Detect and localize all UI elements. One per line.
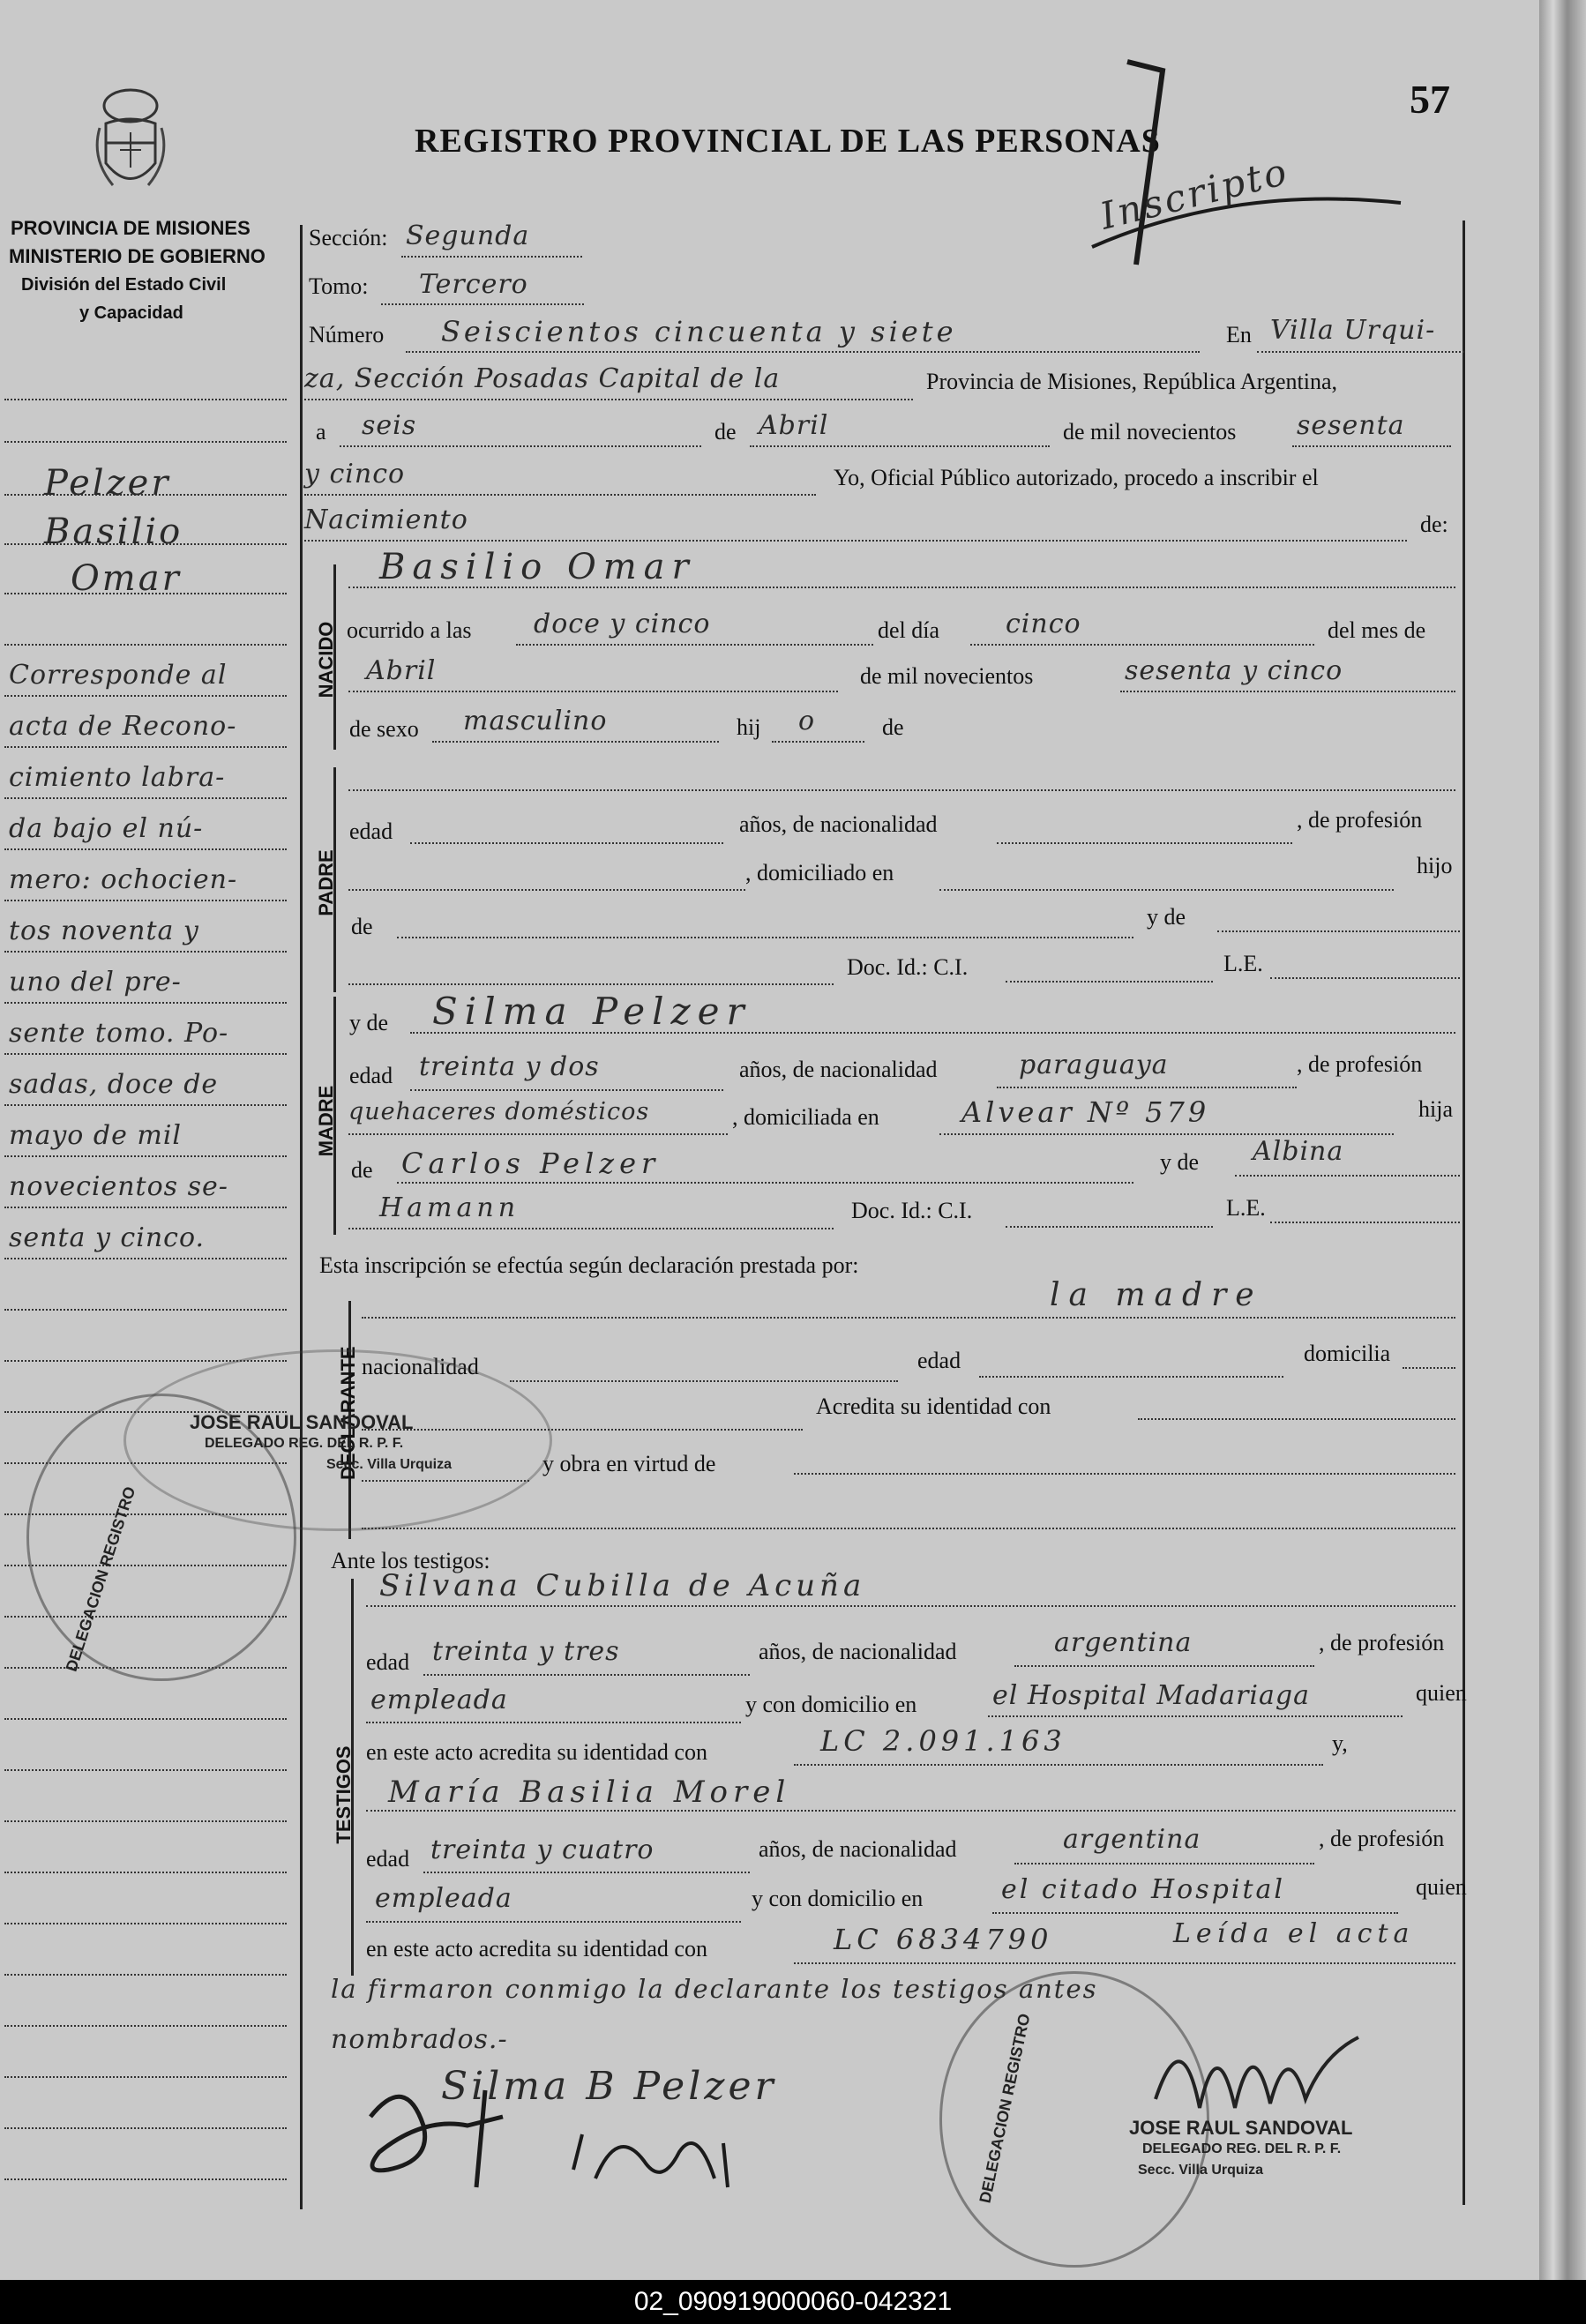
year-cont: y cinco xyxy=(304,459,406,489)
padre-doc-label: Doc. Id.: C.I. xyxy=(847,954,969,980)
margin-annotation: Inscripto xyxy=(1096,149,1293,238)
nacido-section-label: NACIDO xyxy=(315,621,337,699)
t1-profesion-value: empleada xyxy=(370,1685,508,1715)
hij-label: hij xyxy=(737,714,761,740)
madre-padre-value: Carlos Pelzer xyxy=(401,1147,661,1180)
madre-profesion-value: quehaceres domésticos xyxy=(348,1098,650,1125)
testigo-1-name: Silvana Cubilla de Acuña xyxy=(379,1568,866,1603)
year-label: de mil novecientos xyxy=(1063,419,1237,445)
t2-quien-label: quien xyxy=(1416,1874,1467,1900)
declarante-section-label: DECLARANTE xyxy=(337,1346,359,1480)
declarante-domicilia-label: domicilia xyxy=(1304,1341,1391,1366)
ministry-label: MINISTERIO DE GOBIERNO xyxy=(9,245,266,267)
page-edge xyxy=(1539,0,1586,2280)
t1-doc-value: LC 2.091.163 xyxy=(820,1724,1066,1758)
margin-note-line: mayo de mil xyxy=(9,1120,183,1151)
declarante-edad-label: edad xyxy=(917,1348,961,1373)
tomo-value: Tercero xyxy=(419,269,528,300)
t2-nacionalidad-value: argentina xyxy=(1063,1824,1201,1855)
testigo-2-name: María Basilia Morel xyxy=(388,1775,791,1810)
coat-of-arms-icon xyxy=(86,79,175,203)
testigos-section-label: TESTIGOS xyxy=(333,1745,355,1844)
left-seal-text: DELEGACION REGISTRO xyxy=(62,1484,139,1674)
place-value: za, Sección Posadas Capital de la xyxy=(304,363,781,394)
madre-domicilio-value: Alvear Nº 579 xyxy=(961,1095,1210,1129)
right-stamp-title: DELEGADO REG. DEL R. P. F. xyxy=(1142,2141,1342,2156)
margin-note-line: tos noventa y xyxy=(9,915,199,946)
left-column-rule xyxy=(300,225,303,2209)
seccion-value: Segunda xyxy=(406,220,530,251)
margin-note-line: mero: ochocien- xyxy=(9,864,238,895)
t1-y-label: y, xyxy=(1332,1730,1348,1756)
provincia-text: Provincia de Misiones, República Argentina, xyxy=(926,369,1337,394)
margin-note-line: senta y cinco. xyxy=(9,1222,206,1253)
margin-note-line: sente tomo. Po- xyxy=(9,1018,229,1049)
madre-doc-label: Doc. Id.: C.I. xyxy=(851,1198,973,1223)
mes-value: Abril xyxy=(366,655,437,686)
margin-note-line: cimiento labra- xyxy=(9,762,226,793)
anio-value: sesenta y cinco xyxy=(1125,655,1343,686)
a-label: a xyxy=(316,419,326,445)
margin-note-line: Pelzer xyxy=(44,463,171,504)
official-signature xyxy=(353,2064,776,2205)
margin-note-line: Corresponde al xyxy=(9,660,228,691)
seccion-label: Sección: xyxy=(309,225,388,250)
padre-edad-label: edad xyxy=(349,818,393,844)
t2-edad-label: edad xyxy=(366,1846,410,1872)
del-dia-label: del día xyxy=(878,617,940,643)
madre-de-label: de xyxy=(351,1157,373,1183)
de-label: de xyxy=(714,419,737,445)
division-label: División del Estado Civil xyxy=(21,275,227,295)
del-mes-label: del mes de xyxy=(1328,617,1426,643)
closing-line-1: la firmaron conmigo la declarante los testigos antes xyxy=(331,1974,1098,2004)
right-frame-rule xyxy=(1463,220,1465,2205)
madre-edad-label: edad xyxy=(349,1063,393,1088)
en-value: Villa Urqui- xyxy=(1270,315,1436,346)
de-colon: de: xyxy=(1420,512,1448,537)
t2-edad-value: treinta y cuatro xyxy=(430,1835,655,1865)
province-label: PROVINCIA DE MISIONES xyxy=(11,217,251,239)
declarante-nacionalidad-label: nacionalidad xyxy=(362,1354,479,1379)
right-stamp-office: Secc. Villa Urquiza xyxy=(1138,2163,1263,2178)
numero-label: Número xyxy=(309,322,385,347)
declarante-obra-label: y obra en virtud de xyxy=(542,1451,716,1476)
sexo-value: masculino xyxy=(463,706,608,736)
hora-value: doce y cinco xyxy=(534,609,711,639)
padre-y-de-label: y de xyxy=(1147,904,1186,930)
dia-value: cinco xyxy=(1006,609,1081,639)
padre-section-label: PADRE xyxy=(315,849,337,916)
madre-le-label: L.E. xyxy=(1226,1195,1266,1221)
padre-le-label: L.E. xyxy=(1223,951,1263,976)
nacido-name: Basilio Omar xyxy=(379,547,696,587)
madre-edad-value: treinta y dos xyxy=(419,1051,600,1082)
margin-note-line: da bajo el nú- xyxy=(9,813,204,844)
division-label-2: y Capacidad xyxy=(79,303,183,323)
t2-profesion-value: empleada xyxy=(375,1883,512,1914)
acto-value: Nacimiento xyxy=(304,504,468,535)
madre-nacionalidad-value: paraguaya xyxy=(1019,1050,1169,1080)
leida-value: Leída el acta xyxy=(1173,1918,1415,1949)
t1-acredita-label: en este acto acredita su identidad con xyxy=(366,1739,707,1765)
tomo-label: Tomo: xyxy=(309,273,369,299)
mil-label: de mil novecientos xyxy=(860,663,1034,689)
margin-note-line: novecientos se- xyxy=(9,1171,228,1202)
madre-name: Silma Pelzer xyxy=(432,990,752,1033)
margin-note-line: Omar xyxy=(71,558,182,599)
oficial-text: Yo, Oficial Público autorizado, procedo a inscribir el xyxy=(834,465,1319,490)
ocurrido-label: ocurrido a las xyxy=(347,617,472,643)
padre-hijo-label: hijo xyxy=(1417,853,1453,878)
madre-domiciliada-label: , domiciliada en xyxy=(732,1104,879,1130)
madre-y-de-label: y de xyxy=(349,1010,389,1035)
testigos-intro: Ante los testigos: xyxy=(331,1548,490,1573)
madre-profesion-label: , de profesión xyxy=(1297,1051,1423,1077)
madre-y-de2-label: y de xyxy=(1160,1149,1200,1175)
margin-note-line: uno del pre- xyxy=(9,967,182,998)
t2-anios-label: años, de nacionalidad xyxy=(759,1836,957,1862)
margin-note-line: sadas, doce de xyxy=(9,1069,219,1100)
madre-hija-label: hija xyxy=(1418,1096,1453,1122)
t1-quien-label: quien xyxy=(1416,1680,1467,1706)
numero-value: Seiscientos cincuenta y siete xyxy=(441,315,957,348)
closing-line-2: nombrados.- xyxy=(331,2024,508,2055)
en-label: En xyxy=(1226,322,1252,347)
t2-acredita-label: en este acto acredita su identidad con xyxy=(366,1936,707,1962)
t1-edad-label: edad xyxy=(366,1649,410,1675)
hij-value: o xyxy=(798,706,816,736)
t1-domicilio-value: el Hospital Madariaga xyxy=(992,1680,1310,1711)
t2-domicilio-value: el citado Hospital xyxy=(1001,1874,1285,1905)
margin-note-line: acta de Recono- xyxy=(9,711,237,742)
padre-de-label: de xyxy=(351,914,373,939)
t1-edad-value: treinta y tres xyxy=(432,1636,620,1667)
madre-madre-value-2: Hamann xyxy=(379,1192,520,1223)
nacido-de-label: de xyxy=(882,714,904,740)
left-stamp-name: JOSE RAUL SANDOVAL xyxy=(190,1411,414,1433)
sexo-label: de sexo xyxy=(349,716,419,742)
padre-anios-label: años, de nacionalidad xyxy=(739,811,938,837)
padre-domiciliado-label: , domiciliado en xyxy=(745,860,894,886)
page-title: REGISTRO PROVINCIAL DE LAS PERSONAS xyxy=(415,123,1161,160)
t2-domicilio-label: y con domicilio en xyxy=(752,1886,924,1911)
t2-doc-value: LC 6834790 xyxy=(834,1923,1053,1956)
madre-anios-label: años, de nacionalidad xyxy=(739,1057,938,1082)
left-stamp-office: Secc. Villa Urquiza xyxy=(326,1457,452,1472)
declarante-acredita-label: Acredita su identidad con xyxy=(816,1394,1051,1419)
margin-note-line: Basilio xyxy=(44,512,183,552)
madre-madre-value: Albina xyxy=(1253,1136,1344,1167)
right-seal-text: DELEGACION REGISTRO xyxy=(976,2012,1034,2205)
scan-footer-id: 02_090919000060-042321 xyxy=(0,2280,1586,2324)
t2-profesion-label: , de profesión xyxy=(1319,1826,1445,1851)
padre-profesion-label: , de profesión xyxy=(1297,807,1423,833)
right-stamp-name: JOSE RAUL SANDOVAL xyxy=(1129,2117,1353,2139)
day-value: seis xyxy=(362,410,417,441)
declarante-value: la madre xyxy=(1050,1277,1263,1313)
page-number: 57 xyxy=(1410,77,1450,122)
madre-signature: Silma B Pelzer xyxy=(441,2064,777,2109)
declarante-intro: Esta inscripción se efectúa según declaración prestada por: xyxy=(319,1252,859,1278)
month-value: Abril xyxy=(759,410,829,441)
year-value: sesenta xyxy=(1297,410,1405,441)
t1-domicilio-label: y con domicilio en xyxy=(745,1692,917,1717)
left-stamp-title: DELEGADO REG. DEL R. P. F. xyxy=(205,1436,404,1451)
madre-section-label: MADRE xyxy=(315,1085,337,1157)
t1-profesion-label: , de profesión xyxy=(1319,1630,1445,1655)
registrar-signature xyxy=(1147,2002,1376,2126)
t1-anios-label: años, de nacionalidad xyxy=(759,1639,957,1664)
t1-nacionalidad-value: argentina xyxy=(1054,1627,1193,1658)
